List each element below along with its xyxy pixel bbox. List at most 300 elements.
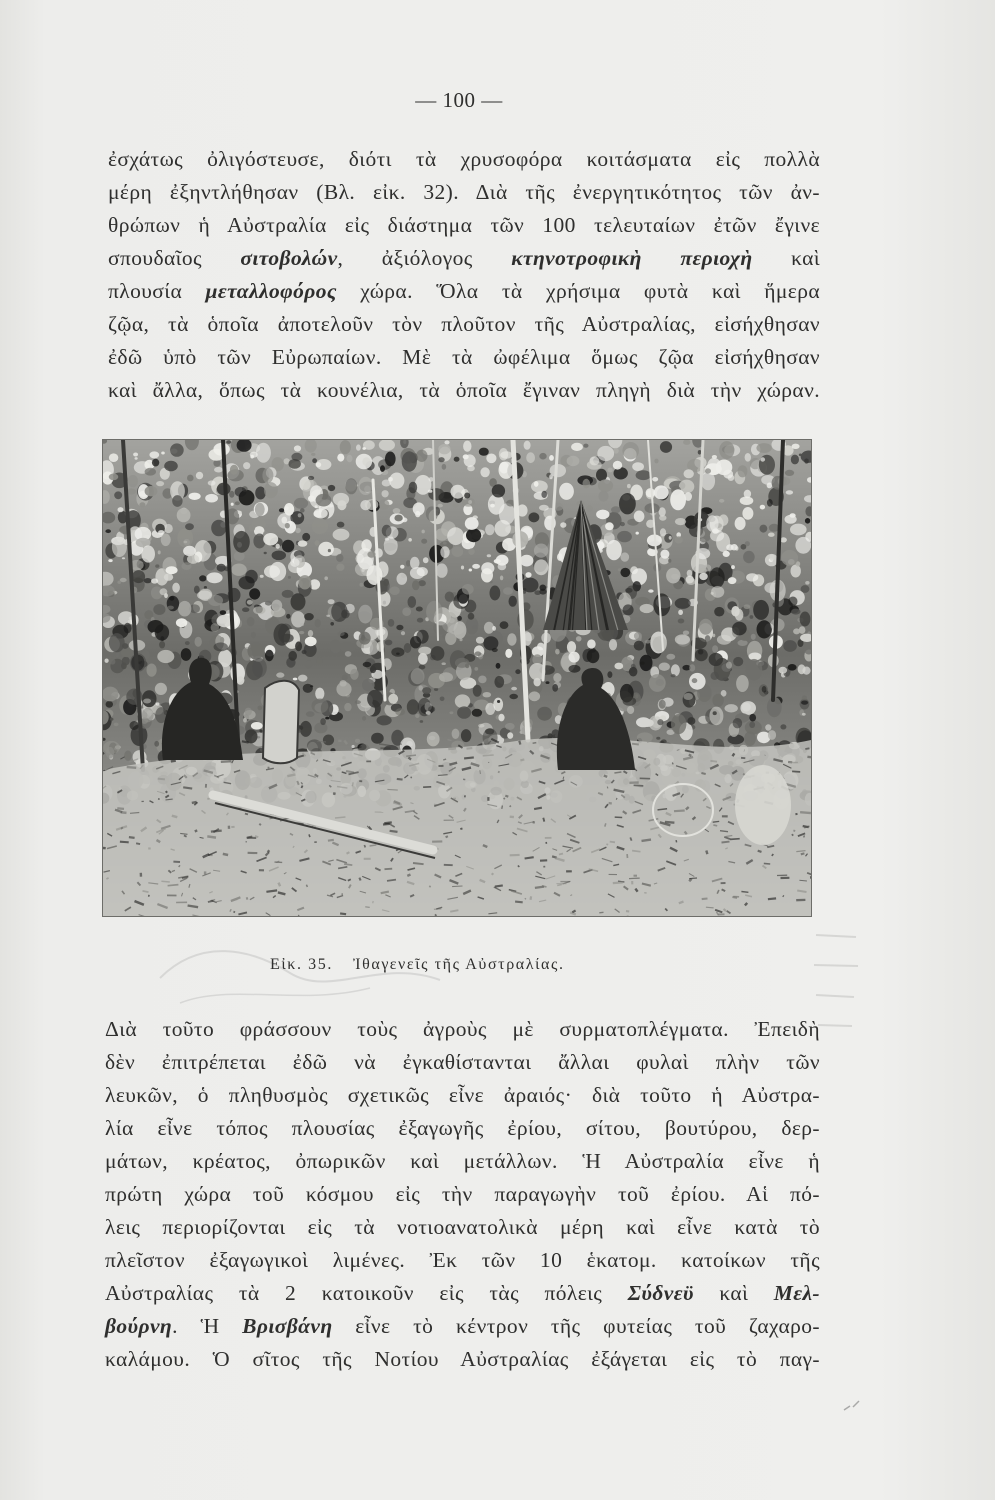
leaf-speck — [465, 517, 479, 530]
leaf-speck — [505, 723, 515, 730]
leaf-speck — [330, 640, 341, 654]
leaf-speck — [276, 544, 280, 549]
leaf-speck — [185, 523, 194, 530]
leaf-speck — [552, 684, 558, 692]
leaf-speck — [306, 711, 315, 717]
leaf-speck — [684, 469, 694, 478]
leaf-speck — [469, 569, 472, 572]
leaf-speck — [609, 639, 617, 650]
leaf-speck — [485, 729, 494, 735]
leaf-speck — [172, 583, 180, 593]
leaf-speck — [472, 625, 477, 629]
leaf-speck — [264, 482, 278, 498]
leaf-speck — [156, 481, 164, 486]
bark-vessel — [263, 681, 299, 764]
leaf-speck — [569, 652, 580, 663]
litter-streak — [346, 771, 354, 773]
leaf-speck — [659, 663, 670, 671]
leaf-speck — [178, 601, 191, 617]
leaf-speck — [302, 533, 310, 541]
text-segment: Διὰ τοῦτο φράσσουν τοὺς ἀγροὺς μὲ συρματοπλέγματα. Ἐπειδὴ — [105, 1017, 820, 1041]
leaf-speck — [606, 540, 622, 560]
leaf-speck — [438, 444, 450, 454]
text-line — [108, 143, 820, 176]
leaf-speck — [328, 549, 331, 552]
leaf-speck — [653, 593, 670, 616]
leaf-speck — [711, 672, 719, 680]
leaf-speck — [671, 674, 676, 677]
litter-streak — [246, 898, 248, 899]
leaf-speck — [315, 619, 321, 628]
leaf-speck — [791, 455, 799, 465]
leaf-speck — [559, 483, 574, 500]
leaf-speck — [160, 588, 168, 595]
leaf-speck — [654, 459, 658, 464]
leaf-speck — [597, 446, 614, 461]
leaf-speck — [247, 617, 255, 626]
litter-streak — [279, 883, 281, 887]
leaf-speck — [299, 575, 312, 589]
leaf-speck — [743, 551, 755, 563]
leaf-speck — [258, 706, 263, 711]
leaf-speck — [389, 473, 404, 489]
leaf-speck — [151, 578, 158, 583]
leaf-speck — [311, 453, 315, 456]
leaf-speck — [288, 576, 291, 579]
leaf-speck — [282, 517, 288, 524]
leaf-speck — [719, 441, 734, 459]
litter-streak — [242, 741, 249, 742]
litter-streak — [166, 791, 168, 792]
emphasis-term: Βρισβάνη — [242, 1314, 333, 1338]
leaf-speck — [418, 653, 428, 665]
litter-streak — [605, 823, 606, 826]
show-through-stroke — [814, 935, 858, 1026]
text-segment: πρώτη χώρα τοῦ κόσμου εἰς τὴν παραγωγὴν τοῦ ἐρίου. Αἱ πό- — [105, 1182, 820, 1206]
stray-stroke — [844, 1401, 859, 1410]
litter-streak — [195, 830, 197, 831]
leaf-speck — [744, 604, 751, 609]
leaf-speck — [461, 566, 464, 570]
leaf-speck — [476, 637, 484, 644]
leaf-speck — [235, 501, 240, 505]
leaf-speck — [426, 711, 431, 715]
show-through-stroke — [180, 988, 370, 1003]
leaf-speck — [732, 622, 747, 636]
litter-streak — [390, 831, 398, 832]
leaf-speck — [401, 631, 405, 635]
leaf-speck — [189, 493, 201, 500]
leaf-speck — [308, 476, 314, 480]
leaf-speck — [598, 479, 613, 492]
leaf-speck — [442, 464, 447, 470]
leaf-speck — [798, 664, 806, 674]
leaf-speck — [145, 468, 156, 476]
leaf-speck — [463, 441, 471, 452]
leaf-speck — [654, 485, 669, 499]
leaf-speck — [416, 630, 428, 644]
leaf-speck — [316, 494, 332, 507]
leaf-speck — [699, 573, 708, 580]
leaf-speck — [336, 554, 343, 562]
leaf-speck — [345, 651, 352, 657]
litter-streak — [328, 840, 334, 841]
leaf-speck — [141, 545, 155, 562]
litter-streak — [298, 915, 299, 916]
leaf-speck — [325, 717, 329, 720]
litter-streak — [672, 763, 673, 764]
leaf-speck — [479, 448, 489, 456]
leaf-speck — [472, 709, 482, 717]
leaf-speck — [799, 454, 802, 457]
leaf-speck — [537, 643, 544, 651]
leaf-speck — [462, 584, 474, 595]
leaf-speck — [253, 606, 265, 614]
leaf-speck — [300, 508, 305, 512]
leaf-speck — [170, 443, 184, 456]
leaf-speck — [675, 634, 690, 644]
leaf-speck — [620, 568, 630, 577]
leaf-speck — [695, 649, 708, 661]
leaf-speck — [407, 699, 419, 714]
text-line — [105, 1079, 820, 1112]
leaf-speck — [285, 523, 290, 529]
leaf-speck — [184, 541, 188, 544]
leaf-speck — [646, 488, 656, 497]
litter-streak — [642, 840, 652, 841]
leaf-speck — [397, 573, 408, 585]
leaf-speck — [534, 481, 539, 487]
leaf-speck — [305, 637, 317, 647]
leaf-speck — [124, 623, 132, 634]
leaf-speck — [781, 550, 798, 566]
litter-streak — [335, 817, 346, 818]
leaf-speck — [750, 615, 754, 619]
litter-streak — [245, 814, 248, 815]
leaf-speck — [494, 676, 504, 688]
leaf-speck — [337, 454, 344, 462]
leaf-speck — [726, 544, 733, 550]
litter-streak — [492, 873, 493, 875]
leaf-speck — [139, 502, 145, 507]
leaf-speck — [659, 700, 666, 709]
leaf-speck — [746, 659, 763, 681]
litter-streak — [634, 785, 644, 786]
litter-streak — [531, 896, 532, 900]
leaf-speck — [154, 741, 159, 747]
leaf-speck — [362, 716, 366, 721]
leaf-speck — [531, 480, 548, 492]
litter-streak — [179, 866, 180, 867]
leaf-speck — [121, 648, 133, 657]
leaf-speck — [347, 455, 353, 462]
litter-streak — [630, 837, 631, 840]
leaf-speck — [328, 599, 335, 604]
leaf-speck — [712, 634, 715, 638]
leaf-speck — [157, 650, 174, 663]
leaf-speck — [251, 722, 263, 730]
leaf-speck — [431, 646, 445, 661]
leaf-speck — [315, 505, 318, 508]
leaf-speck — [740, 496, 754, 505]
leaf-speck — [344, 703, 351, 711]
leaf-speck — [167, 606, 174, 610]
litter-streak — [483, 845, 487, 847]
text-segment: χώρα. Ὅλα τὰ χρήσιμα φυτὰ καὶ ἥμερα — [336, 279, 821, 303]
text-segment: σπουδαῖος — [108, 246, 241, 270]
leaf-speck — [449, 711, 453, 714]
leaf-speck — [459, 638, 462, 641]
leaf-speck — [404, 643, 412, 653]
leaf-speck — [362, 457, 370, 466]
litter-streak — [367, 826, 368, 827]
litter-streak — [606, 844, 608, 845]
litter-streak — [400, 744, 401, 745]
litter-streak — [629, 878, 640, 879]
leaf-speck — [495, 520, 511, 537]
litter-streak — [713, 821, 720, 822]
leaf-speck — [158, 530, 165, 535]
leaf-speck — [159, 641, 165, 648]
leaf-speck — [768, 533, 775, 537]
leaf-speck — [418, 647, 431, 655]
leaf-speck — [290, 558, 299, 567]
caption-text: Ἰθαγενεῖς τῆς Αὐστραλίας. — [352, 956, 565, 973]
leaf-speck — [481, 568, 493, 582]
leaf-speck — [583, 479, 591, 489]
text-line — [108, 242, 820, 275]
leaf-speck — [328, 485, 335, 491]
leaf-speck — [416, 607, 423, 612]
leaf-speck — [252, 658, 267, 678]
leaf-speck — [546, 681, 550, 684]
litter-streak — [364, 845, 365, 847]
litter-streak — [571, 895, 572, 896]
litter-streak — [172, 816, 178, 818]
leaf-speck — [714, 607, 724, 617]
leaf-speck — [166, 566, 178, 574]
leaf-speck — [135, 457, 138, 460]
leaf-speck — [440, 546, 449, 558]
text-segment: θρώπων ἡ Αὐστραλία εἰς διάστημα τῶν 100 τελευταίων ἐτῶν ἔγινε — [108, 213, 820, 237]
leaf-speck — [345, 478, 357, 494]
litter-streak — [234, 911, 235, 913]
leaf-speck — [226, 440, 231, 444]
litter-streak — [627, 916, 628, 917]
leaf-speck — [106, 701, 113, 708]
leaf-speck — [181, 562, 191, 570]
leaf-speck — [670, 489, 686, 510]
leaf-speck — [760, 525, 768, 533]
litter-streak — [810, 876, 811, 877]
litter-streak — [136, 843, 140, 844]
leaf-speck — [515, 669, 520, 674]
leaf-speck — [498, 714, 504, 722]
leaf-speck — [357, 548, 374, 570]
leaf-speck — [524, 441, 531, 450]
leaf-speck — [308, 495, 315, 501]
leaf-speck — [780, 724, 786, 729]
leaf-speck — [760, 505, 765, 510]
litter-streak — [807, 757, 811, 758]
leaf-speck — [738, 465, 748, 477]
leaf-speck — [149, 451, 159, 458]
leaf-speck — [735, 609, 744, 621]
leaf-speck — [249, 588, 260, 599]
litter-streak — [498, 772, 500, 773]
leaf-speck — [114, 491, 122, 499]
text-line — [105, 1211, 820, 1244]
litter-streak — [793, 830, 795, 831]
leaf-speck — [295, 641, 302, 651]
leaf-speck — [475, 651, 482, 656]
bundle — [735, 765, 791, 845]
litter-streak — [599, 912, 603, 913]
leaf-speck — [645, 640, 651, 644]
leaf-speck — [413, 502, 425, 515]
litter-streak — [801, 853, 805, 854]
litter-streak — [632, 851, 640, 852]
text-segment: καὶ ἄλλα, ὅπως τὰ κουνέλια, τὰ ὁποῖα ἔγιναν πληγὴ διὰ τὴν χώραν. — [108, 378, 820, 402]
leaf-speck — [802, 695, 807, 701]
text-line — [105, 1277, 820, 1310]
litter-streak — [309, 834, 310, 837]
litter-streak — [467, 748, 473, 749]
leaf-speck — [799, 626, 806, 634]
leaf-speck — [388, 619, 395, 627]
litter-streak — [805, 748, 809, 749]
leaf-speck — [301, 479, 311, 490]
leaf-speck — [382, 490, 389, 497]
litter-streak — [647, 740, 652, 742]
litter-streak — [542, 886, 547, 887]
leaf-speck — [420, 720, 424, 723]
emphasis-term: σιτοβολών — [240, 246, 338, 270]
leaf-speck — [571, 443, 583, 451]
leaf-speck — [426, 506, 438, 521]
litter-streak — [525, 898, 526, 899]
litter-streak — [559, 854, 563, 855]
leaf-speck — [468, 548, 474, 555]
litter-streak — [730, 839, 740, 840]
litter-streak — [130, 813, 139, 814]
leaf-speck — [272, 600, 283, 612]
leaf-speck — [312, 458, 317, 463]
leaf-speck — [500, 621, 509, 629]
leaf-speck — [262, 468, 273, 483]
litter-streak — [381, 892, 389, 894]
leaf-speck — [725, 704, 738, 712]
leaf-speck — [308, 630, 313, 637]
litter-streak — [103, 848, 106, 849]
leaf-speck — [385, 640, 393, 646]
leaf-speck — [447, 527, 464, 545]
leaf-speck — [492, 484, 505, 497]
litter-streak — [772, 854, 773, 855]
litter-streak — [533, 743, 537, 744]
leaf-speck — [709, 567, 724, 588]
litter-streak — [563, 777, 564, 779]
litter-streak — [365, 907, 370, 908]
text-line — [105, 1343, 820, 1376]
text-segment: πλουσία — [108, 279, 206, 303]
leaf-speck — [607, 671, 612, 678]
emphasis-term: βούρνη — [105, 1314, 173, 1338]
leaf-speck — [359, 632, 371, 645]
leaf-speck — [385, 452, 396, 467]
leaf-speck — [576, 636, 582, 641]
leaf-speck — [122, 557, 125, 559]
paragraph-1 — [108, 143, 820, 407]
leaf-speck — [108, 559, 112, 562]
leaf-speck — [426, 601, 442, 623]
litter-streak — [610, 842, 615, 843]
leaf-speck — [464, 454, 476, 467]
litter-streak — [609, 803, 612, 804]
litter-streak — [408, 758, 411, 760]
leaf-speck — [659, 515, 666, 521]
leaf-speck — [342, 674, 348, 680]
litter-streak — [800, 812, 811, 813]
emphasis-term: Σύδνεϋ — [627, 1281, 694, 1305]
leaf-speck — [587, 649, 600, 663]
litter-streak — [438, 775, 448, 776]
litter-streak — [385, 869, 393, 870]
leaf-speck — [445, 592, 454, 602]
text-segment: , ἀξιόλογος — [337, 246, 512, 270]
leaf-speck — [742, 507, 753, 520]
leaf-speck — [499, 462, 514, 479]
leaf-speck — [363, 662, 372, 667]
litter-streak — [710, 761, 717, 762]
text-line — [108, 374, 820, 407]
litter-streak — [158, 779, 165, 780]
leaf-speck — [158, 550, 161, 554]
litter-streak — [768, 898, 776, 899]
leaf-speck — [199, 575, 206, 581]
leaf-speck — [231, 503, 234, 506]
leaf-speck — [247, 600, 253, 605]
text-segment: καὶ — [693, 1281, 774, 1305]
leaf-speck — [791, 609, 800, 615]
leaf-speck — [286, 614, 290, 619]
leaf-speck — [410, 567, 425, 579]
leaf-speck — [709, 653, 723, 666]
litter-streak — [373, 901, 374, 903]
leaf-speck — [330, 622, 334, 626]
text-segment: ζῷα, τὰ ὁποῖα ἀποτελοῦν τὸν πλοῦτον τῆς Αὐστραλίας, εἰσήχθησαν — [108, 312, 820, 336]
leaf-speck — [185, 641, 190, 645]
leaf-speck — [109, 474, 119, 481]
litter-streak — [614, 772, 621, 773]
leaf-speck — [249, 525, 255, 532]
leaf-speck — [109, 453, 118, 462]
leaf-speck — [340, 440, 351, 454]
leaf-speck — [303, 684, 313, 693]
leaf-speck — [490, 504, 495, 508]
leaf-speck — [567, 456, 580, 466]
page-number: — 100 — — [415, 88, 503, 112]
leaf-speck — [620, 522, 625, 526]
leaf-speck — [256, 443, 271, 463]
leaf-speck — [485, 524, 494, 535]
leaf-speck — [613, 461, 622, 470]
leaf-speck — [660, 550, 669, 559]
leaf-speck — [627, 484, 631, 488]
leaf-speck — [507, 633, 516, 645]
litter-streak — [616, 798, 617, 800]
text-line — [108, 176, 820, 209]
